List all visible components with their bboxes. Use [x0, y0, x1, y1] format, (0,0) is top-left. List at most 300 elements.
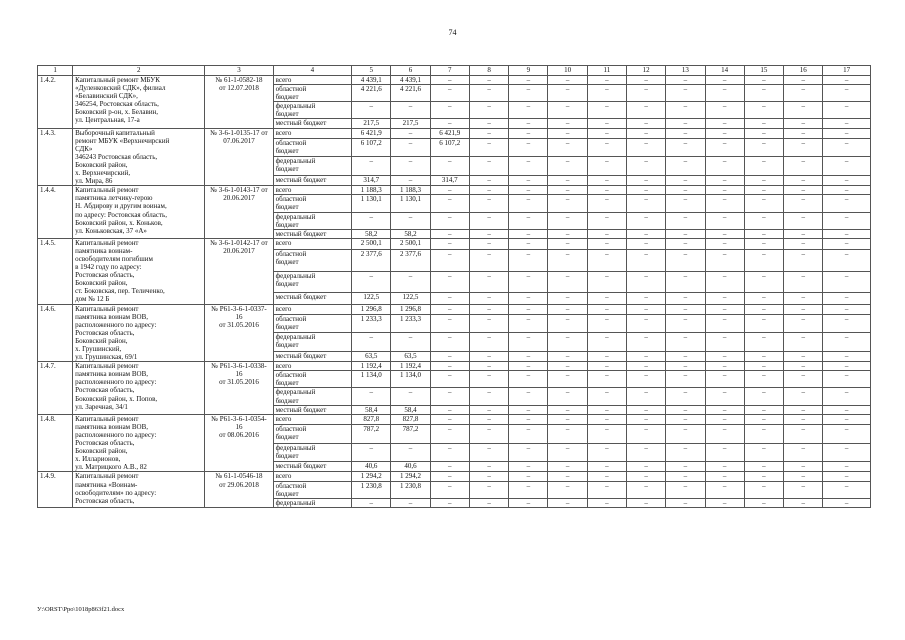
value-col-12: – — [627, 128, 666, 138]
value-col-8: – — [469, 304, 508, 314]
value-col-11: – — [587, 212, 626, 229]
value-col-14: – — [705, 238, 744, 249]
value-col-14: – — [705, 498, 744, 507]
value-col-16: – — [784, 371, 823, 388]
value-col-6: – — [391, 333, 430, 352]
value-col-5: – — [352, 333, 391, 352]
value-col-15: – — [744, 293, 783, 304]
value-col-7: – — [430, 102, 469, 119]
column-header: 6 — [391, 66, 430, 76]
item-number: 1.4.6. — [38, 304, 73, 362]
value-col-14: – — [705, 119, 744, 128]
value-col-8: – — [469, 472, 508, 481]
value-col-6: – — [391, 212, 430, 229]
value-col-13: – — [666, 472, 705, 481]
value-col-8: – — [469, 76, 508, 85]
value-col-17: – — [823, 314, 871, 333]
value-col-16: – — [784, 405, 823, 414]
value-col-8: – — [469, 85, 508, 102]
value-col-16: – — [784, 271, 823, 292]
value-col-13: – — [666, 128, 705, 138]
value-col-11: – — [587, 195, 626, 212]
value-col-12: – — [627, 481, 666, 498]
value-col-7: – — [430, 414, 469, 424]
value-col-16: – — [784, 128, 823, 138]
value-col-13: – — [666, 85, 705, 102]
item-number: 1.4.8. — [38, 414, 73, 472]
item-description: Капитальный ремонт памятника воинам ВОВ, расположенного по адресу: Ростовская область, Боковский район, х. Илларионов, ул. Матрицкого А.В., 82 — [73, 414, 205, 472]
item-description: Капитальный ремонт памятника «Воинам- освободителям» по адресу: Ростовская область, — [73, 472, 205, 507]
value-col-16: – — [784, 304, 823, 314]
item-description: Капитальный ремонт МБУК «Дуленковский СДК», филиал «Белавинский СДК», 346254, Ростовская область, Боковский р-он, х. Белавин, ул. Центральная, 17-а — [73, 76, 205, 129]
funding-source: федеральный бюджет — [273, 388, 352, 405]
file-path-footer: У:\ORST\Ppo\1018p863f21.docx — [37, 606, 125, 613]
value-col-9: – — [509, 481, 548, 498]
value-col-6: – — [391, 138, 430, 157]
table-row — [38, 238, 871, 249]
table-body — [38, 76, 871, 508]
value-col-11: – — [587, 405, 626, 414]
value-col-15: – — [744, 304, 783, 314]
value-col-5: 1 296,8 — [352, 304, 391, 314]
value-col-14: – — [705, 352, 744, 362]
value-col-12: – — [627, 76, 666, 85]
value-col-13: – — [666, 362, 705, 371]
value-col-6: 40,6 — [391, 462, 430, 472]
column-header-row — [38, 66, 871, 76]
value-col-10: – — [548, 498, 587, 507]
value-col-8: – — [469, 333, 508, 352]
value-col-13: – — [666, 102, 705, 119]
value-col-17: – — [823, 352, 871, 362]
value-col-16: – — [784, 388, 823, 405]
item-number: 1.4.9. — [38, 472, 73, 507]
value-col-15: – — [744, 414, 783, 424]
table-row — [38, 186, 871, 195]
value-col-16: – — [784, 229, 823, 238]
column-header: 4 — [273, 66, 352, 76]
value-col-6: 827,8 — [391, 414, 430, 424]
value-col-13: – — [666, 238, 705, 249]
value-col-14: – — [705, 271, 744, 292]
item-description: Выборочный капитальный ремонт МБУК «Верхнечирский СДК» 346243 Ростовская область, Боковский район, х. Верхнечирский, ул. Мира, 86 — [73, 128, 205, 186]
value-col-6: – — [391, 157, 430, 176]
value-col-14: – — [705, 424, 744, 443]
value-col-16: – — [784, 293, 823, 304]
value-col-17: – — [823, 424, 871, 443]
value-col-14: – — [705, 443, 744, 462]
value-col-9: – — [509, 85, 548, 102]
value-col-7: – — [430, 424, 469, 443]
value-col-8: – — [469, 293, 508, 304]
value-col-17: – — [823, 481, 871, 498]
value-col-11: – — [587, 371, 626, 388]
value-col-7: – — [430, 314, 469, 333]
value-col-13: – — [666, 388, 705, 405]
value-col-9: – — [509, 304, 548, 314]
value-col-15: – — [744, 314, 783, 333]
value-col-11: – — [587, 293, 626, 304]
funding-source: местный бюджет — [273, 462, 352, 472]
funding-source: всего — [273, 362, 352, 371]
value-col-14: – — [705, 212, 744, 229]
value-col-8: – — [469, 238, 508, 249]
value-col-16: – — [784, 157, 823, 176]
column-header: 13 — [666, 66, 705, 76]
value-col-8: – — [469, 250, 508, 271]
value-col-12: – — [627, 229, 666, 238]
value-col-15: – — [744, 186, 783, 195]
value-col-10: – — [548, 293, 587, 304]
value-col-16: – — [784, 102, 823, 119]
value-col-10: – — [548, 128, 587, 138]
value-col-5: 217,5 — [352, 119, 391, 128]
value-col-15: – — [744, 176, 783, 186]
value-col-14: – — [705, 314, 744, 333]
item-number: 1.4.5. — [38, 238, 73, 304]
value-col-15: – — [744, 250, 783, 271]
value-col-7: 6 421,9 — [430, 128, 469, 138]
value-col-13: – — [666, 212, 705, 229]
value-col-13: – — [666, 314, 705, 333]
value-col-11: – — [587, 186, 626, 195]
value-col-8: – — [469, 314, 508, 333]
value-col-10: – — [548, 186, 587, 195]
value-col-13: – — [666, 195, 705, 212]
value-col-6: 217,5 — [391, 119, 430, 128]
value-col-10: – — [548, 443, 587, 462]
value-col-15: – — [744, 119, 783, 128]
value-col-13: – — [666, 176, 705, 186]
value-col-6: – — [391, 102, 430, 119]
value-col-6: 1 134,0 — [391, 371, 430, 388]
column-header: 9 — [509, 66, 548, 76]
value-col-11: – — [587, 102, 626, 119]
value-col-6: 1 230,8 — [391, 481, 430, 498]
value-col-17: – — [823, 333, 871, 352]
column-header: 5 — [352, 66, 391, 76]
value-col-17: – — [823, 371, 871, 388]
funding-source: федеральный бюджет — [273, 333, 352, 352]
value-col-11: – — [587, 176, 626, 186]
value-col-8: – — [469, 481, 508, 498]
value-col-16: – — [784, 138, 823, 157]
value-col-17: – — [823, 186, 871, 195]
value-col-9: – — [509, 271, 548, 292]
value-col-16: – — [784, 443, 823, 462]
value-col-17: – — [823, 250, 871, 271]
value-col-7: – — [430, 333, 469, 352]
funding-source: федеральный бюджет — [273, 157, 352, 176]
value-col-7: – — [430, 229, 469, 238]
value-col-8: – — [469, 443, 508, 462]
value-col-16: – — [784, 352, 823, 362]
value-col-14: – — [705, 76, 744, 85]
value-col-7: – — [430, 195, 469, 212]
item-document: № Р61-3-6-1-0337- 16 от 31.05.2016 — [205, 304, 273, 362]
value-col-15: – — [744, 271, 783, 292]
value-col-9: – — [509, 462, 548, 472]
funding-source: областной бюджет — [273, 371, 352, 388]
value-col-11: – — [587, 362, 626, 371]
column-header: 15 — [744, 66, 783, 76]
value-col-12: – — [627, 424, 666, 443]
value-col-11: – — [587, 333, 626, 352]
value-col-9: – — [509, 293, 548, 304]
value-col-7: 6 107,2 — [430, 138, 469, 157]
value-col-8: – — [469, 176, 508, 186]
value-col-13: – — [666, 119, 705, 128]
value-col-11: – — [587, 498, 626, 507]
value-col-5: – — [352, 271, 391, 292]
value-col-9: – — [509, 314, 548, 333]
value-col-13: – — [666, 352, 705, 362]
value-col-14: – — [705, 250, 744, 271]
value-col-17: – — [823, 212, 871, 229]
value-col-10: – — [548, 138, 587, 157]
value-col-12: – — [627, 250, 666, 271]
value-col-5: 40,6 — [352, 462, 391, 472]
value-col-16: – — [784, 76, 823, 85]
value-col-7: – — [430, 481, 469, 498]
value-col-12: – — [627, 443, 666, 462]
value-col-14: – — [705, 362, 744, 371]
column-header: 10 — [548, 66, 587, 76]
value-col-17: – — [823, 176, 871, 186]
table-row — [38, 76, 871, 85]
value-col-12: – — [627, 362, 666, 371]
item-number: 1.4.4. — [38, 186, 73, 239]
value-col-12: – — [627, 388, 666, 405]
value-col-14: – — [705, 462, 744, 472]
value-col-5: – — [352, 388, 391, 405]
value-col-10: – — [548, 352, 587, 362]
value-col-13: – — [666, 304, 705, 314]
value-col-10: – — [548, 424, 587, 443]
value-col-13: – — [666, 424, 705, 443]
value-col-11: – — [587, 119, 626, 128]
value-col-11: – — [587, 443, 626, 462]
value-col-16: – — [784, 362, 823, 371]
value-col-12: – — [627, 212, 666, 229]
value-col-11: – — [587, 481, 626, 498]
value-col-11: – — [587, 238, 626, 249]
value-col-5: 1 294,2 — [352, 472, 391, 481]
value-col-16: – — [784, 238, 823, 249]
value-col-6: 1 294,2 — [391, 472, 430, 481]
value-col-7: – — [430, 212, 469, 229]
value-col-16: – — [784, 119, 823, 128]
value-col-8: – — [469, 195, 508, 212]
value-col-11: – — [587, 304, 626, 314]
value-col-17: – — [823, 388, 871, 405]
value-col-12: – — [627, 238, 666, 249]
value-col-7: – — [430, 76, 469, 85]
value-col-9: – — [509, 250, 548, 271]
value-col-14: – — [705, 405, 744, 414]
value-col-10: – — [548, 304, 587, 314]
value-col-9: – — [509, 371, 548, 388]
value-col-6: 1 296,8 — [391, 304, 430, 314]
table-row — [38, 304, 871, 314]
value-col-7: – — [430, 472, 469, 481]
value-col-15: – — [744, 405, 783, 414]
value-col-15: – — [744, 229, 783, 238]
item-description: Капитальный ремонт памятника воинам ВОВ, расположенного по адресу: Ростовская область, Боковский район, х. Грушинский, ул. Грушинская, 69/1 — [73, 304, 205, 362]
value-col-9: – — [509, 472, 548, 481]
value-col-9: – — [509, 414, 548, 424]
funding-source: федеральный бюджет — [273, 102, 352, 119]
value-col-5: 6 107,2 — [352, 138, 391, 157]
value-col-8: – — [469, 157, 508, 176]
item-description: Капитальный ремонт памятника летчику-герою Н. Абдирову и другим воинам, по адресу: Ростовская область, Боковский район, х. Коньков, ул. Коньковская, 37 «А» — [73, 186, 205, 239]
value-col-7: – — [430, 186, 469, 195]
value-col-14: – — [705, 157, 744, 176]
value-col-12: – — [627, 405, 666, 414]
value-col-12: – — [627, 119, 666, 128]
value-col-17: – — [823, 498, 871, 507]
value-col-14: – — [705, 128, 744, 138]
value-col-10: – — [548, 362, 587, 371]
value-col-8: – — [469, 229, 508, 238]
column-header: 8 — [469, 66, 508, 76]
value-col-6: 1 192,4 — [391, 362, 430, 371]
value-col-9: – — [509, 176, 548, 186]
value-col-5: 1 130,1 — [352, 195, 391, 212]
funding-source: местный бюджет — [273, 119, 352, 128]
value-col-11: – — [587, 250, 626, 271]
value-col-12: – — [627, 293, 666, 304]
value-col-17: – — [823, 271, 871, 292]
item-description: Капитальный ремонт памятника воинам ВОВ, расположенного по адресу: Ростовская область, Боковский район, х. Попов, ул. Заречная, 34/1 — [73, 362, 205, 415]
item-document: № 61-1-0546-18 от 29.06.2018 — [205, 472, 273, 507]
value-col-9: – — [509, 195, 548, 212]
funding-source: всего — [273, 186, 352, 195]
value-col-5: 122,5 — [352, 293, 391, 304]
value-col-6: 63,5 — [391, 352, 430, 362]
value-col-7: – — [430, 388, 469, 405]
value-col-8: – — [469, 352, 508, 362]
value-col-8: – — [469, 388, 508, 405]
value-col-16: – — [784, 472, 823, 481]
value-col-6: 4 439,1 — [391, 76, 430, 85]
value-col-12: – — [627, 176, 666, 186]
value-col-7: – — [430, 271, 469, 292]
value-col-6: 58,4 — [391, 405, 430, 414]
table-row — [38, 472, 871, 481]
column-header: 16 — [784, 66, 823, 76]
value-col-13: – — [666, 333, 705, 352]
value-col-15: – — [744, 481, 783, 498]
value-col-9: – — [509, 238, 548, 249]
value-col-15: – — [744, 76, 783, 85]
value-col-9: – — [509, 388, 548, 405]
value-col-10: – — [548, 481, 587, 498]
value-col-17: – — [823, 362, 871, 371]
value-col-9: – — [509, 128, 548, 138]
value-col-10: – — [548, 195, 587, 212]
value-col-7: – — [430, 304, 469, 314]
value-col-14: – — [705, 414, 744, 424]
value-col-15: – — [744, 128, 783, 138]
value-col-6: – — [391, 498, 430, 507]
value-col-17: – — [823, 102, 871, 119]
value-col-14: – — [705, 333, 744, 352]
value-col-15: – — [744, 443, 783, 462]
item-document: № Р61-3-6-1-0354- 16 от 08.06.2016 — [205, 414, 273, 472]
value-col-6: – — [391, 176, 430, 186]
value-col-9: – — [509, 405, 548, 414]
value-col-16: – — [784, 333, 823, 352]
value-col-5: 827,8 — [352, 414, 391, 424]
value-col-17: – — [823, 293, 871, 304]
item-number: 1.4.7. — [38, 362, 73, 415]
value-col-14: – — [705, 229, 744, 238]
value-col-5: 1 230,8 — [352, 481, 391, 498]
value-col-10: – — [548, 102, 587, 119]
funding-source: федеральный бюджет — [273, 271, 352, 292]
value-col-6: 58,2 — [391, 229, 430, 238]
value-col-16: – — [784, 195, 823, 212]
value-col-5: 314,7 — [352, 176, 391, 186]
value-col-9: – — [509, 333, 548, 352]
value-col-7: – — [430, 85, 469, 102]
value-col-15: – — [744, 472, 783, 481]
funding-source: областной бюджет — [273, 85, 352, 102]
value-col-15: – — [744, 157, 783, 176]
value-col-15: – — [744, 85, 783, 102]
value-col-10: – — [548, 472, 587, 481]
value-col-5: 4 221,6 — [352, 85, 391, 102]
value-col-6: 1 188,3 — [391, 186, 430, 195]
value-col-15: – — [744, 462, 783, 472]
value-col-14: – — [705, 195, 744, 212]
value-col-7: – — [430, 362, 469, 371]
value-col-13: – — [666, 229, 705, 238]
value-col-10: – — [548, 405, 587, 414]
value-col-11: – — [587, 128, 626, 138]
value-col-15: – — [744, 333, 783, 352]
value-col-9: – — [509, 229, 548, 238]
value-col-6: – — [391, 388, 430, 405]
value-col-8: – — [469, 424, 508, 443]
value-col-15: – — [744, 371, 783, 388]
value-col-7: – — [430, 498, 469, 507]
value-col-17: – — [823, 462, 871, 472]
value-col-12: – — [627, 102, 666, 119]
value-col-7: – — [430, 250, 469, 271]
value-col-17: – — [823, 443, 871, 462]
value-col-8: – — [469, 371, 508, 388]
value-col-12: – — [627, 85, 666, 102]
value-col-17: – — [823, 138, 871, 157]
value-col-11: – — [587, 414, 626, 424]
value-col-15: – — [744, 388, 783, 405]
funding-source: всего — [273, 76, 352, 85]
value-col-8: – — [469, 362, 508, 371]
value-col-11: – — [587, 271, 626, 292]
table-row — [38, 362, 871, 371]
value-col-6: 1 233,3 — [391, 314, 430, 333]
funding-source: местный бюджет — [273, 293, 352, 304]
budget-table-container — [37, 65, 871, 508]
value-col-15: – — [744, 352, 783, 362]
value-col-12: – — [627, 195, 666, 212]
value-col-16: – — [784, 424, 823, 443]
value-col-16: – — [784, 176, 823, 186]
funding-source: областной бюджет — [273, 481, 352, 498]
value-col-14: – — [705, 388, 744, 405]
